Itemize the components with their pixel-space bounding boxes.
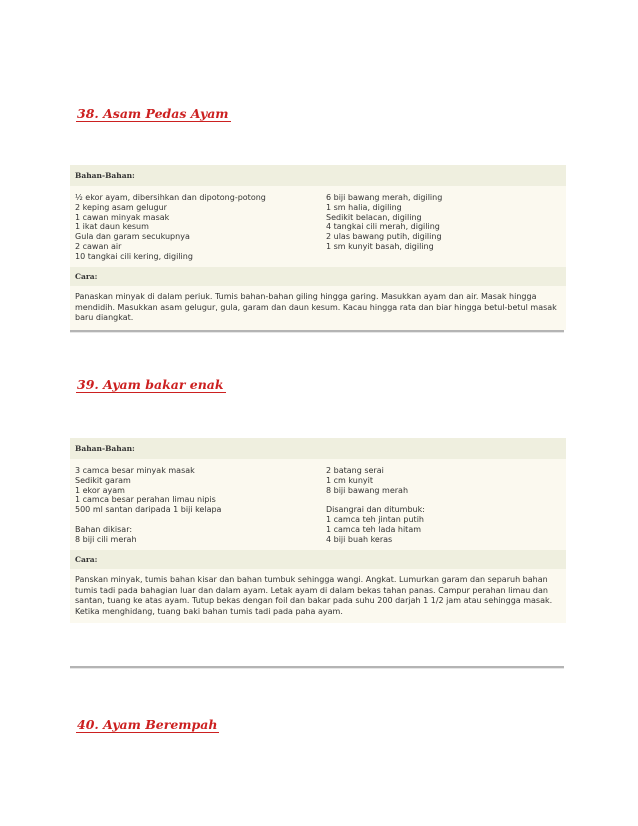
method-text: Panaskan minyak di dalam periuk. Tumis bahan-bahan giling hingga garing. Masukkan ayam dan air. Masak hingga mendidih. Masukkan asam gelugur, gula, garam dan daun kesum. Kacau hingga rata dan biar hingga betul-betul masak baru diangkat. [75,292,557,322]
ingredients-left [75,466,326,546]
ingredient-item: 4 tangkai cili merah, digiling [326,222,440,232]
recipe-title: 38. Asam Pedas Ayam [77,106,229,121]
ingredient-item: 6 biji bawang merah, digiling [326,193,443,202]
method-text: Panskan minyak, tumis bahan kisar dan bahan tumbuk sehingga wangi. Angkat. Lumurkan garam dan separuh bahan tumis tadi pada bahagian luar dan dalam ayam. Letak ayam di dalam bekas tahan panas. Campur perahan limau dan santan, tuang ke atas ayam. Tutup bekas dengan foil dan bakar pada suhu 200 darjah 1 1/2 jam atau sehingga masak. Ketika menghidang, tuang baki bahan tumis tadi pada paha ayam. [75,575,553,616]
ingredient-item: 3 camca besar minyak masak [75,466,195,475]
ingredients-body [70,186,566,267]
ingredients-right [326,466,561,546]
ingredient-item: Gula dan garam secukupnya [75,232,190,242]
ingredient-item: 1 sm halia, digiling [326,202,402,212]
ingredient-item: 2 ulas bawang putih, digiling [326,232,442,242]
recipe-table [70,438,566,623]
method-header: Cara: [70,550,566,569]
ingredient-item: 1 cawan minyak masak [75,212,170,222]
ingredient-item: ½ ekor ayam, dibersihkan dan dipotong-potong [75,193,266,202]
ingredient-item: 500 ml santan daripada 1 biji kelapa [75,505,222,515]
ingredient-item: 2 keping asam gelugur [75,202,167,212]
method-header: Cara: [70,267,566,286]
ingredient-item: 2 cawan air [75,241,122,251]
ingredient-item: 1 camca teh jintan putih [326,514,424,524]
divider [70,666,564,669]
ingredient-item: 10 tangkai cili kering, digiling [75,251,193,261]
ingredient-item: Sedikit belacan, digiling [326,212,422,222]
recipe-table [70,165,566,330]
ingredient-item: 8 biji cili merah [75,534,137,544]
ingredient-item: 8 biji bawang merah [326,485,409,495]
ingredient-item: 1 cm kunyit [326,475,373,485]
ingredients-right [326,193,561,263]
ingredient-item [326,495,561,505]
ingredient-item [75,515,326,525]
ingredient-item: 4 biji buah keras [326,534,393,544]
ingredient-item: 1 ikat daun kesum [75,222,149,232]
recipe-title: 40. Ayam Berempah [77,717,218,732]
ingredient-item: 1 camca besar perahan limau nipis [75,495,216,505]
ingredients-left [75,193,326,263]
ingredient-subheading: Bahan dikisar: [75,524,133,534]
ingredients-header: Bahan-Bahan: [70,165,566,186]
ingredient-item: 1 camca teh lada hitam [326,524,422,534]
ingredient-item: 2 batang serai [326,466,384,475]
ingredient-item: 1 ekor ayam [75,485,125,495]
divider [70,330,564,333]
ingredient-subheading: Disangrai dan ditumbuk: [326,505,425,515]
ingredient-item: Sedikit garam [75,475,131,485]
ingredients-body [70,459,566,550]
ingredients-header: Bahan-Bahan: [70,438,566,459]
recipe-title: 39. Ayam bakar enak [77,377,224,392]
ingredient-item: 1 sm kunyit basah, digiling [326,241,434,251]
